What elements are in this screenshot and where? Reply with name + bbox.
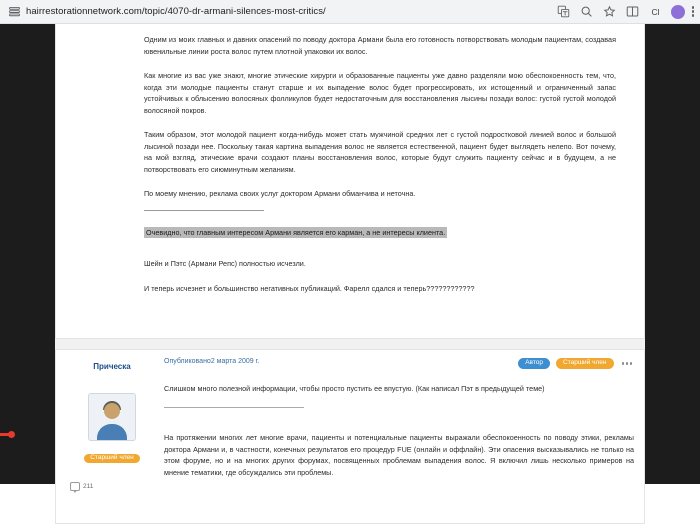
post-intro-text: Слишком много полезной информации, чтобы просто пустить ее впустую. (Как написал Пэт в предыдущей теме) bbox=[164, 383, 545, 393]
post-paragraph: Таким образом, этот молодой пациент когда-нибудь может стать мужчиной средних лет с густой подростковой линией волос и большой лысиной позади нее. Поскольку такая картина выпадения волос не является естественной, пациент будет выглядеть нелепо. Вот почему, на мой взгляд, этические врачи создают планы восстановления волос, которые будут служить пациенту сейчас и в будущем, а не потворствовать его сиюминутным желаниям. bbox=[144, 130, 616, 174]
address-bar[interactable] bbox=[26, 3, 552, 21]
post-paragraph: Шейн и Пэтс (Армани Репс) полностью исчезли. bbox=[144, 259, 306, 268]
divider bbox=[164, 407, 304, 408]
highlighted-paragraph bbox=[144, 227, 616, 239]
kebab-menu-icon[interactable] bbox=[692, 6, 695, 17]
progress-knob[interactable] bbox=[8, 431, 15, 438]
left-dark-gutter bbox=[0, 24, 55, 484]
browser-toolbar bbox=[0, 0, 700, 24]
progress-scrubber[interactable] bbox=[0, 433, 700, 436]
kebab-menu-icon[interactable] bbox=[620, 362, 635, 365]
split-screen-icon[interactable] bbox=[625, 4, 641, 20]
profile-avatar[interactable] bbox=[671, 5, 685, 19]
tab-list-icon[interactable] bbox=[6, 4, 22, 20]
selected-text: Очевидно, что главным интересом Армани является его карман, а не интересы клиента. bbox=[146, 227, 446, 237]
post-card-first bbox=[55, 24, 645, 339]
author-name[interactable]: Прическа bbox=[93, 362, 131, 371]
post-date[interactable]: Опубликовано2 марта 2009 г. bbox=[164, 358, 260, 365]
reply-count: 211 bbox=[83, 483, 94, 490]
divider bbox=[144, 210, 264, 211]
post-paragraph: Как многие из вас уже знают, многие этические хирурги и образованные пациенты уже давно разделяли мою обеспокоенность тем, что, когда эти молодые пациенты станут старше и их выпадение волос будет прогрессировать, их истощенный и ограниченный запас устойчивых к облысению волосяных фолликулов будет недостаточным для восстановления лысины позади волос: густой густой молодой волосяной покров. bbox=[144, 71, 616, 115]
badge-senior-member: Старший член bbox=[556, 358, 614, 369]
post-body-first bbox=[56, 24, 644, 317]
search-icon[interactable] bbox=[579, 4, 595, 20]
author-column bbox=[66, 358, 158, 523]
post-paragraph: И теперь исчезнет и большинство негативных публикаций. Фарелл сдался и теперь???????????? bbox=[144, 283, 475, 293]
post-paragraph: Одним из моих главных и давних опасений по поводу доктора Армани была его готовность потворствовать молодым пациентам, создавая ювенильные линии роста волос путем плотной упаковки их волос. bbox=[144, 35, 616, 56]
url-text: hairrestorationnetwork.com/topic/4070-dr-armani-silences-most-critics/ bbox=[26, 6, 326, 17]
comment-bubble-icon bbox=[70, 482, 80, 491]
cast-label[interactable]: Cl bbox=[651, 6, 660, 17]
post-second-layout bbox=[56, 350, 644, 523]
reply-count-row bbox=[70, 482, 158, 491]
post-header-badges bbox=[518, 358, 634, 369]
post-card-second bbox=[55, 349, 645, 524]
post-paragraph: По моему мнению, реклама своих услуг доктором Армани обманчива и неточна. bbox=[144, 189, 416, 198]
page-viewport bbox=[0, 24, 700, 490]
star-icon[interactable] bbox=[602, 4, 618, 20]
badge-author: Автор bbox=[518, 358, 550, 369]
translate-icon[interactable] bbox=[556, 4, 572, 20]
right-dark-gutter bbox=[645, 24, 700, 484]
post-body-text: На протяжении многих лет многие врачи, пациенты и потенциальные пациенты выражали обеспокоенность по поводу этики, рекламы доктора Армани и, в частности, конечных результатов его процедур FUE (онлайн и оффлайн). Эти опасения высказывались не только на этом форуме, но и на многих других форумах, посвященных проблемам выпадения волос. Я включил лишь несколько примеров на мнение тематики, где обсуждались эти проблемы. bbox=[164, 433, 634, 477]
post-second-header bbox=[164, 358, 634, 369]
forum-content-column bbox=[55, 24, 645, 490]
author-rank-badge: Старший член bbox=[84, 454, 140, 464]
post-second-content bbox=[158, 358, 634, 523]
toolbar-right-actions bbox=[556, 4, 695, 20]
